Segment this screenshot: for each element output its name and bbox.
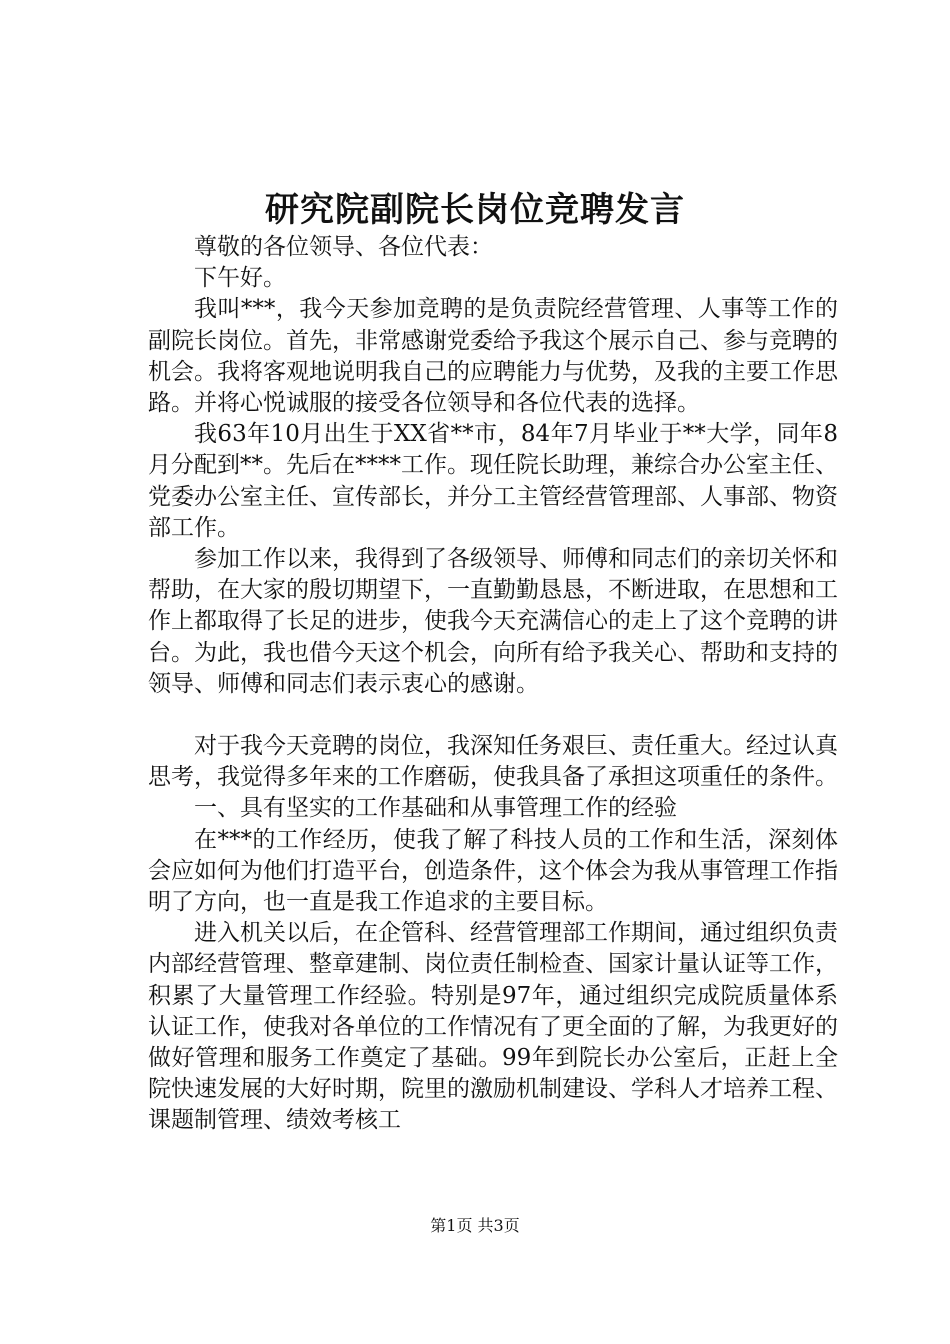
body-paragraph: 我叫***，我今天参加竞聘的是负责院经营管理、人事等工作的副院长岗位。首先，非常感谢党委给予我这个展示自己、参与竞聘的机会。我将客观地说明我自己的应聘能力与优势，及我的主要工作思路。并将心悦诚服的接受各位领导和各位代表的选择。: [148, 296, 838, 417]
body-paragraph: 在***的工作经历，使我了解了科技人员的工作和生活，深刻体会应如何为他们打造平台，创造条件，这个体会为我从事管理工作指明了方向，也一直是我工作追求的主要目标。: [148, 826, 838, 916]
document-title: 研究院副院长岗位竞聘发言: [265, 190, 685, 230]
body-paragraph: 我63年10月出生于XX省**市，84年7月毕业于**大学，同年8月分配到**。先后在****工作。现任院长助理，兼综合办公室主任、党委办公室主任、宣传部长，并分工主管经营管理部、人事部、物资部工作。: [148, 421, 838, 541]
greeting-paragraph: 尊敬的各位领导、各位代表：: [194, 234, 493, 260]
body-paragraph: 进入机关以后，在企管科、经营管理部工作期间，通过组织负责内部经营管理、整章建制、岗位责任制检查、国家计量认证等工作，积累了大量管理工作经验。特别是97年，通过组织完成院质量体系认证工作，使我对各单位的工作情况有了更全面的了解，为我更好的做好管理和服务工作奠定了基础。99年到院长办公室后，正赶上全院快速发展的大好时期，院里的激励机制建设、学科人才培养工程、课题制管理、绩效考核工: [148, 920, 838, 1134]
body-paragraph: 对于我今天竞聘的岗位，我深知任务艰巨、责任重大。经过认真思考，我觉得多年来的工作磨砺，使我具备了承担这项重任的条件。: [148, 733, 838, 791]
salutation-paragraph: 下午好。: [194, 265, 286, 292]
page-footer: 第1页 共3页: [430, 1216, 520, 1235]
section-heading: 一、具有坚实的工作基础和从事管理工作的经验: [194, 795, 677, 822]
body-paragraph: 参加工作以来，我得到了各级领导、师傅和同志们的亲切关怀和帮助，在大家的殷切期望下，一直勤勤恳恳，不断进取，在思想和工作上都取得了长足的进步，使我今天充满信心的走上了这个竞聘的讲台。为此，我也借今天这个机会，向所有给予我关心、帮助和支持的领导、师傅和同志们表示衷心的感谢。: [148, 546, 838, 697]
document-body: [148, 232, 838, 1137]
